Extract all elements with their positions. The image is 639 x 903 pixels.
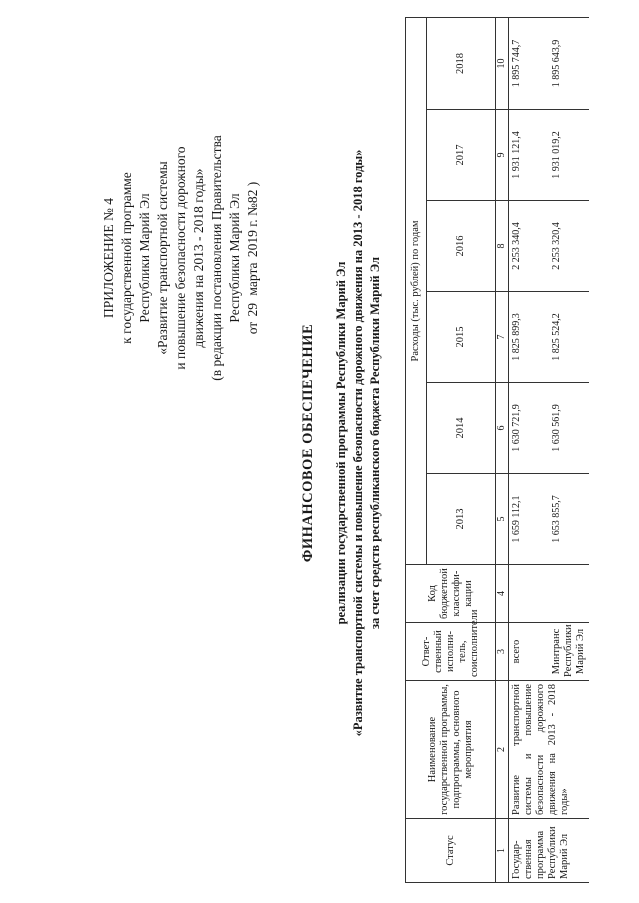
- header-expenses: Расходы (тыс. рублей) по годам: [406, 17, 427, 564]
- table-row: [509, 17, 550, 882]
- column-number: 6: [496, 383, 509, 474]
- closing-paren: ): [245, 181, 260, 187]
- document-subtitle: «Развитие транспортной системы и повышение безопасности дорожного движения на 2013 - 2018 годы»: [351, 149, 365, 737]
- header-executor: Ответ-ственный исполни-тель, соисполнители: [406, 623, 496, 681]
- appendix-line: движения на 2013 - 2018 годы»: [191, 168, 206, 348]
- date-prefix: от: [245, 321, 260, 335]
- header-year: 2014: [427, 383, 496, 474]
- appendix-line: Республики Марий Эл: [227, 193, 242, 323]
- date-day: 29: [245, 302, 260, 317]
- column-number-row: [496, 17, 509, 882]
- column-number: 10: [496, 17, 509, 109]
- executor-cell: всего: [509, 623, 550, 681]
- column-number: 1: [496, 819, 509, 883]
- document-subtitle: реализации государственной программы Республики Марий Эл: [334, 261, 348, 625]
- value-cell: 2 253 340,4: [509, 201, 550, 292]
- appendix-line: и повышение безопасности дорожного: [173, 146, 188, 370]
- value-cell: 1 659 112,1: [509, 474, 550, 565]
- header-year: 2013: [427, 474, 496, 565]
- program-name-cell: Развитие транспортной системы и повышение безопасности дорожного движения на 2013 - 2018 годы»: [509, 681, 590, 819]
- status-cell: Государ-ственная программа Республики Марий Эл: [509, 819, 590, 883]
- header-year: 2017: [427, 110, 496, 201]
- appendix-line: к государственной программе: [119, 172, 134, 344]
- appendix-line: (в редакции постановления Правительства: [209, 135, 224, 381]
- document-number: 82: [245, 189, 260, 204]
- executor-cell: Минтранс Республики Марий Эл: [549, 623, 589, 681]
- document-subtitle: за счет средств республиканского бюджета Республики Марий Эл: [368, 256, 382, 630]
- column-number: 5: [496, 474, 509, 565]
- value-cell: 1 825 899,3: [509, 292, 550, 383]
- financing-table: [405, 17, 589, 883]
- column-number: 2: [496, 681, 509, 819]
- header-year: 2018: [427, 17, 496, 109]
- code-cell: [509, 565, 550, 623]
- code-cell: [549, 565, 589, 623]
- value-cell: 1 653 855,7: [549, 474, 589, 565]
- header-year: 2015: [427, 292, 496, 383]
- value-cell: 1 895 744,7: [509, 17, 550, 109]
- value-cell: 1 895 643,9: [549, 17, 589, 109]
- appendix-title: ПРИЛОЖЕНИЕ № 4: [101, 197, 116, 319]
- date-year: 2019 г. №: [245, 203, 260, 258]
- appendix-line: Республики Марий Эл: [137, 193, 152, 323]
- appendix-header: [100, 108, 262, 408]
- column-number: 3: [496, 623, 509, 681]
- value-cell: 1 630 721,9: [509, 383, 550, 474]
- appendix-date-line: [244, 108, 262, 408]
- column-number: 4: [496, 565, 509, 623]
- column-number: 8: [496, 201, 509, 292]
- document-title-block: [300, 43, 384, 843]
- value-cell: 2 253 320,4: [549, 201, 589, 292]
- header-code: Код бюджетной классифи-кации: [406, 565, 496, 623]
- header-status: Статус: [406, 819, 496, 883]
- value-cell: 1 931 019,2: [549, 110, 589, 201]
- header-year: 2016: [427, 201, 496, 292]
- value-cell: 1 630 561,9: [549, 383, 589, 474]
- value-cell: 1 931 121,4: [509, 110, 550, 201]
- appendix-line: «Развитие транспортной системы: [155, 161, 170, 355]
- date-month: марта: [245, 262, 260, 296]
- column-number: 7: [496, 292, 509, 383]
- header-name: Наименование государственной программы, подпрограммы, основного мероприятия: [406, 681, 496, 819]
- column-number: 9: [496, 110, 509, 201]
- document-title: ФИНАНСОВОЕ ОБЕСПЕЧЕНИЕ: [300, 323, 316, 563]
- value-cell: 1 825 524,2: [549, 292, 589, 383]
